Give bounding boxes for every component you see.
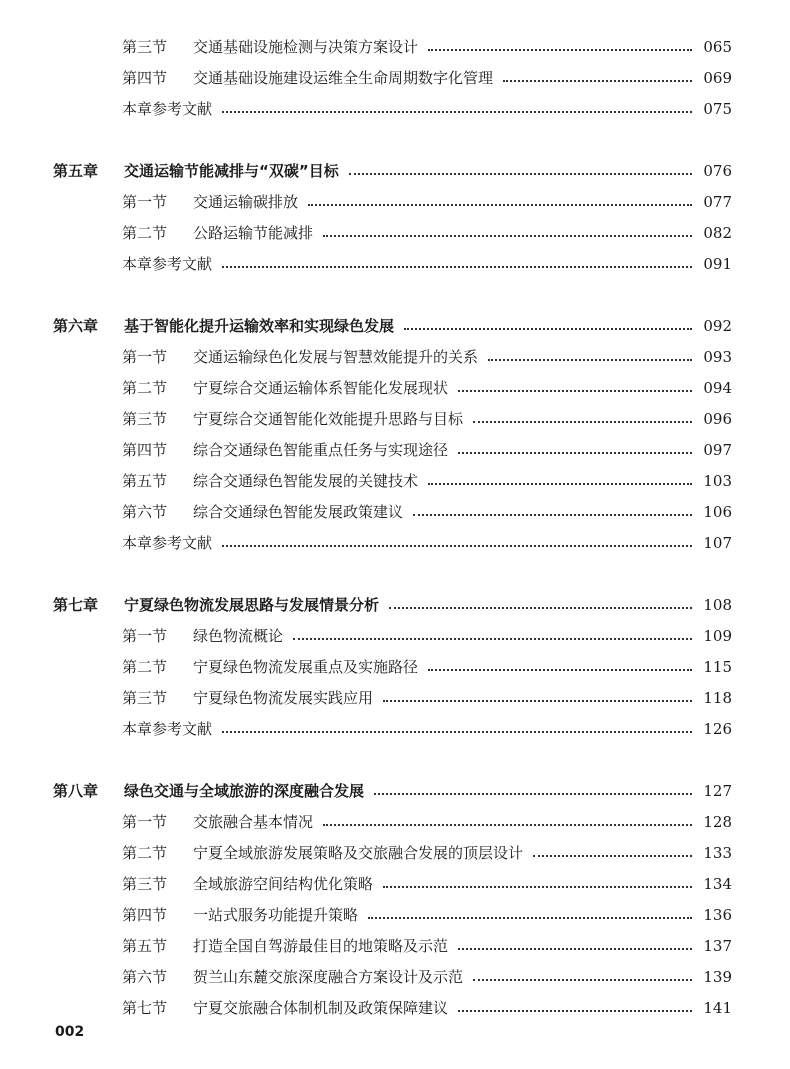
dot-leader (349, 173, 692, 175)
dot-leader (428, 483, 692, 485)
toc-entry-label: 第二节 (122, 844, 168, 862)
toc-leader (368, 778, 732, 804)
toc-leader (452, 437, 732, 463)
toc-leader (422, 34, 732, 60)
toc-entry-title: 交通运输碳排放 (193, 193, 299, 211)
toc-entry-title: 宁夏绿色物流发展重点及实施路径 (193, 658, 419, 676)
toc-entry-title: 绿色物流概论 (193, 627, 284, 645)
toc-references-row[interactable] (0, 96, 790, 122)
toc-section-row[interactable] (0, 933, 790, 959)
toc-entry-label: 第五节 (122, 937, 168, 955)
toc-leader (287, 623, 732, 649)
toc-page-number: 128 (703, 813, 732, 831)
toc-entry-title: 宁夏综合交通智能化效能提升思路与目标 (193, 410, 464, 428)
toc-leader (377, 871, 732, 897)
dot-leader (383, 700, 692, 702)
dot-leader (428, 49, 692, 51)
toc-page-number: 103 (703, 472, 732, 490)
toc-section-row[interactable] (0, 964, 790, 990)
dot-leader (323, 235, 692, 237)
toc-leader (377, 685, 732, 711)
toc-section-row[interactable] (0, 65, 790, 91)
toc-section-row[interactable] (0, 375, 790, 401)
toc-entry-label: 第六节 (122, 503, 168, 521)
toc-section-row[interactable] (0, 34, 790, 60)
toc-entry-title: 贺兰山东麓交旅深度融合方案设计及示范 (193, 968, 464, 986)
toc-leader (302, 189, 732, 215)
toc-leader (467, 964, 732, 990)
toc-entry-title: 全域旅游空间结构优化策略 (193, 875, 374, 893)
toc-page-number: 092 (703, 317, 732, 335)
toc-entry-label: 本章参考文献 (122, 255, 213, 273)
toc-section-row[interactable] (0, 902, 790, 928)
toc-leader (407, 499, 732, 525)
toc-entry-title: 绿色交通与全域旅游的深度融合发展 (124, 782, 365, 800)
toc-page-number: 069 (703, 69, 732, 87)
toc-page-number: 127 (703, 782, 732, 800)
toc-entry-label: 第七章 (53, 596, 99, 614)
dot-leader (458, 948, 692, 950)
toc-entry-title: 综合交通绿色智能重点任务与实现途径 (193, 441, 449, 459)
toc-page-number: 118 (703, 689, 732, 707)
toc-entry-label: 第二节 (122, 658, 168, 676)
toc-page-number: 134 (703, 875, 732, 893)
toc-entry-label: 第三节 (122, 410, 168, 428)
toc-section-row[interactable] (0, 189, 790, 215)
toc-entry-title: 基于智能化提升运输效率和实现绿色发展 (124, 317, 395, 335)
dot-leader (383, 886, 692, 888)
toc-page-number: 137 (703, 937, 732, 955)
page-number: 002 (55, 1024, 85, 1040)
dot-leader (389, 607, 692, 609)
toc-leader (422, 654, 732, 680)
toc-page-number: 076 (703, 162, 732, 180)
toc-entry-title: 综合交通绿色智能发展政策建议 (193, 503, 404, 521)
toc-entry-label: 第三节 (122, 875, 168, 893)
toc-entry-title: 宁夏绿色物流发展思路与发展情景分析 (124, 596, 380, 614)
toc-page-number: 109 (703, 627, 732, 645)
toc-leader (383, 592, 732, 618)
toc-page-number: 075 (703, 100, 732, 118)
toc-entry-label: 第六节 (122, 968, 168, 986)
toc-entry-label: 第八章 (53, 782, 99, 800)
toc-entry-label: 第四节 (122, 441, 168, 459)
toc-leader (362, 902, 732, 928)
toc-section-row[interactable] (0, 437, 790, 463)
toc-leader (482, 344, 732, 370)
toc-entry-title: 宁夏绿色物流发展实践应用 (193, 689, 374, 707)
toc-section-row[interactable] (0, 468, 790, 494)
toc-page-number: 106 (703, 503, 732, 521)
toc-page-number: 136 (703, 906, 732, 924)
toc-leader (452, 933, 732, 959)
toc-section-row[interactable] (0, 840, 790, 866)
toc-entry-label: 本章参考文献 (122, 534, 213, 552)
toc-section-row[interactable] (0, 499, 790, 525)
toc-entry-label: 第一节 (122, 193, 168, 211)
toc-page-number: 107 (703, 534, 732, 552)
toc-entry-label: 第一节 (122, 813, 168, 831)
toc-section-row[interactable] (0, 220, 790, 246)
toc-page-number: 065 (703, 38, 732, 56)
toc-page-number: 115 (703, 658, 732, 676)
toc-chapter-row[interactable] (0, 158, 790, 184)
toc-page-number: 141 (703, 999, 732, 1017)
toc-page-number: 094 (703, 379, 732, 397)
toc-entry-title: 宁夏综合交通运输体系智能化发展现状 (193, 379, 449, 397)
dot-leader (368, 917, 692, 919)
toc-entry-label: 第一节 (122, 627, 168, 645)
toc-leader (343, 158, 732, 184)
toc-entry-title: 交通基础设施检测与决策方案设计 (193, 38, 419, 56)
toc-section-row[interactable] (0, 406, 790, 432)
toc-leader (317, 809, 732, 835)
toc-leader (467, 406, 732, 432)
toc-chapter-row[interactable] (0, 313, 790, 339)
toc-references-row[interactable] (0, 716, 790, 742)
dot-leader (222, 266, 692, 268)
toc-leader (216, 96, 732, 122)
toc-leader (317, 220, 732, 246)
toc-leader (527, 840, 732, 866)
dot-leader (533, 855, 692, 857)
dot-leader (222, 111, 692, 113)
dot-leader (458, 452, 692, 454)
dot-leader (413, 514, 692, 516)
dot-leader (488, 359, 692, 361)
toc-page-number: 077 (703, 193, 732, 211)
toc-entry-title: 打造全国自驾游最佳目的地策略及示范 (193, 937, 449, 955)
dot-leader (308, 204, 692, 206)
dot-leader (473, 979, 692, 981)
toc-entry-label: 第五节 (122, 472, 168, 490)
toc-entry-title: 一站式服务功能提升策略 (193, 906, 359, 924)
dot-leader (293, 638, 692, 640)
toc-leader (216, 530, 732, 556)
toc-page-number: 097 (703, 441, 732, 459)
toc-section-row[interactable] (0, 685, 790, 711)
toc-page-number: 108 (703, 596, 732, 614)
toc-section-row[interactable] (0, 995, 790, 1021)
toc-chapter-row[interactable] (0, 592, 790, 618)
dot-leader (458, 1010, 692, 1012)
toc-section-row[interactable] (0, 623, 790, 649)
toc-entry-label: 第六章 (53, 317, 99, 335)
toc-entry-label: 第四节 (122, 906, 168, 924)
dot-leader (473, 421, 692, 423)
toc-entry-title: 公路运输节能减排 (193, 224, 314, 242)
toc-references-row[interactable] (0, 251, 790, 277)
toc-leader (216, 251, 732, 277)
toc-entry-label: 本章参考文献 (122, 100, 213, 118)
dot-leader (222, 545, 692, 547)
toc-leader (422, 468, 732, 494)
toc-entry-label: 第七节 (122, 999, 168, 1017)
toc-entry-label: 第五章 (53, 162, 99, 180)
toc-entry-label: 本章参考文献 (122, 720, 213, 738)
toc-leader (216, 716, 732, 742)
toc-entry-label: 第二节 (122, 379, 168, 397)
dot-leader (222, 731, 692, 733)
dot-leader (503, 80, 692, 82)
toc-page-number: 082 (703, 224, 732, 242)
toc-leader (452, 995, 732, 1021)
toc-entry-title: 综合交通绿色智能发展的关键技术 (193, 472, 419, 490)
toc-page-number: 139 (703, 968, 732, 986)
toc-references-row[interactable] (0, 530, 790, 556)
toc-entry-title: 交旅融合基本情况 (193, 813, 314, 831)
toc-section-row[interactable] (0, 871, 790, 897)
toc-entry-title: 宁夏全域旅游发展策略及交旅融合发展的顶层设计 (193, 844, 524, 862)
toc-entry-title: 交通基础设施建设运维全生命周期数字化管理 (193, 69, 494, 87)
dot-leader (323, 824, 692, 826)
dot-leader (404, 328, 692, 330)
toc-leader (497, 65, 732, 91)
toc-entry-label: 第三节 (122, 689, 168, 707)
toc-entry-label: 第四节 (122, 69, 168, 87)
toc-chapter-row[interactable] (0, 778, 790, 804)
toc-page-number: 096 (703, 410, 732, 428)
toc-entry-label: 第三节 (122, 38, 168, 56)
dot-leader (458, 390, 692, 392)
toc-section-row[interactable] (0, 809, 790, 835)
toc-leader (398, 313, 732, 339)
toc-page-number: 126 (703, 720, 732, 738)
toc-leader (452, 375, 732, 401)
dot-leader (374, 793, 692, 795)
toc-page-number: 093 (703, 348, 732, 366)
toc-entry-title: 交通运输绿色化发展与智慧效能提升的关系 (193, 348, 479, 366)
toc-page-number: 091 (703, 255, 732, 273)
toc-section-row[interactable] (0, 344, 790, 370)
toc-page-number: 133 (703, 844, 732, 862)
toc-entry-title: 交通运输节能减排与“双碳”目标 (124, 162, 339, 180)
toc-entry-label: 第二节 (122, 224, 168, 242)
toc-entry-label: 第一节 (122, 348, 168, 366)
toc-section-row[interactable] (0, 654, 790, 680)
toc-entry-title: 宁夏交旅融合体制机制及政策保障建议 (193, 999, 449, 1017)
dot-leader (428, 669, 692, 671)
